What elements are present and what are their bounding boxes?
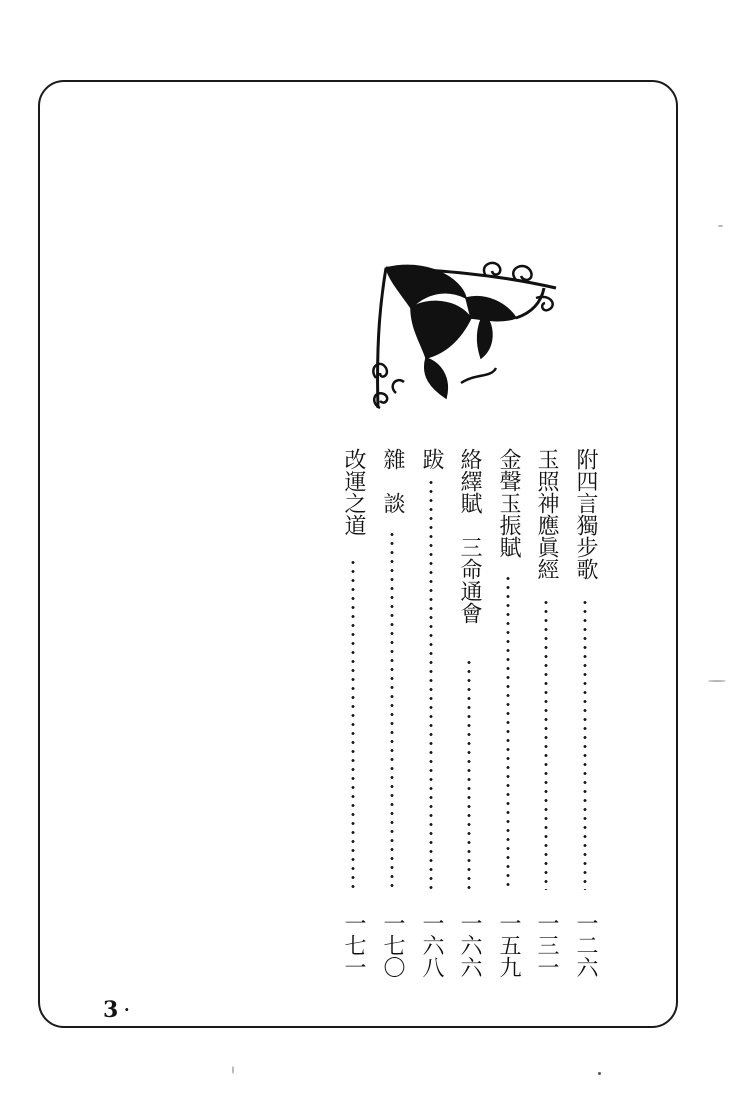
toc-entry-page: 一七〇 — [380, 912, 405, 978]
toc-entry-page: 一六八 — [419, 912, 444, 978]
toc-dot-leader — [505, 574, 511, 890]
toc-dot-leader — [466, 658, 472, 890]
table-of-contents — [338, 448, 598, 988]
toc-entry-title: 雜 談 — [380, 448, 405, 514]
toc-dot-leader — [582, 598, 588, 890]
toc-entry[interactable] — [340, 448, 366, 978]
toc-entry[interactable] — [418, 448, 444, 978]
toc-entry-title: 金聲玉振賦 — [496, 448, 521, 558]
toc-entry-title: 附四言獨步歌 — [573, 448, 598, 580]
toc-entry-title: 絡繹賦 三命通會 — [457, 448, 482, 624]
toc-entry-page: 一二六 — [573, 912, 598, 978]
toc-entry-title: 玉照神應眞經 — [534, 448, 559, 580]
toc-entry[interactable] — [495, 448, 521, 978]
toc-entry-title: 改運之道 — [341, 448, 366, 536]
floral-corner-ornament-icon — [366, 258, 562, 418]
toc-entry[interactable] — [379, 448, 405, 978]
paper-speck — [598, 1072, 601, 1075]
toc-dot-leader — [428, 478, 434, 890]
toc-dot-leader — [389, 530, 395, 890]
paper-speck — [708, 680, 726, 682]
toc-entry[interactable] — [572, 448, 598, 978]
toc-entry-page: 一六六 — [457, 912, 482, 978]
toc-entry-title: 跋 — [419, 448, 444, 470]
toc-entry-page: 一五九 — [496, 912, 521, 978]
toc-entry-page: 一七一 — [341, 912, 366, 978]
toc-entry-page: 一三一 — [534, 912, 559, 978]
paper-speck — [718, 225, 723, 227]
page-number-dot: · — [124, 1000, 130, 1019]
toc-dot-leader — [350, 558, 356, 890]
toc-dot-leader — [543, 598, 549, 890]
toc-entry[interactable] — [456, 448, 482, 978]
paper-speck — [232, 1066, 234, 1074]
page-number: 3 — [103, 997, 119, 1023]
toc-entry[interactable] — [533, 448, 559, 978]
